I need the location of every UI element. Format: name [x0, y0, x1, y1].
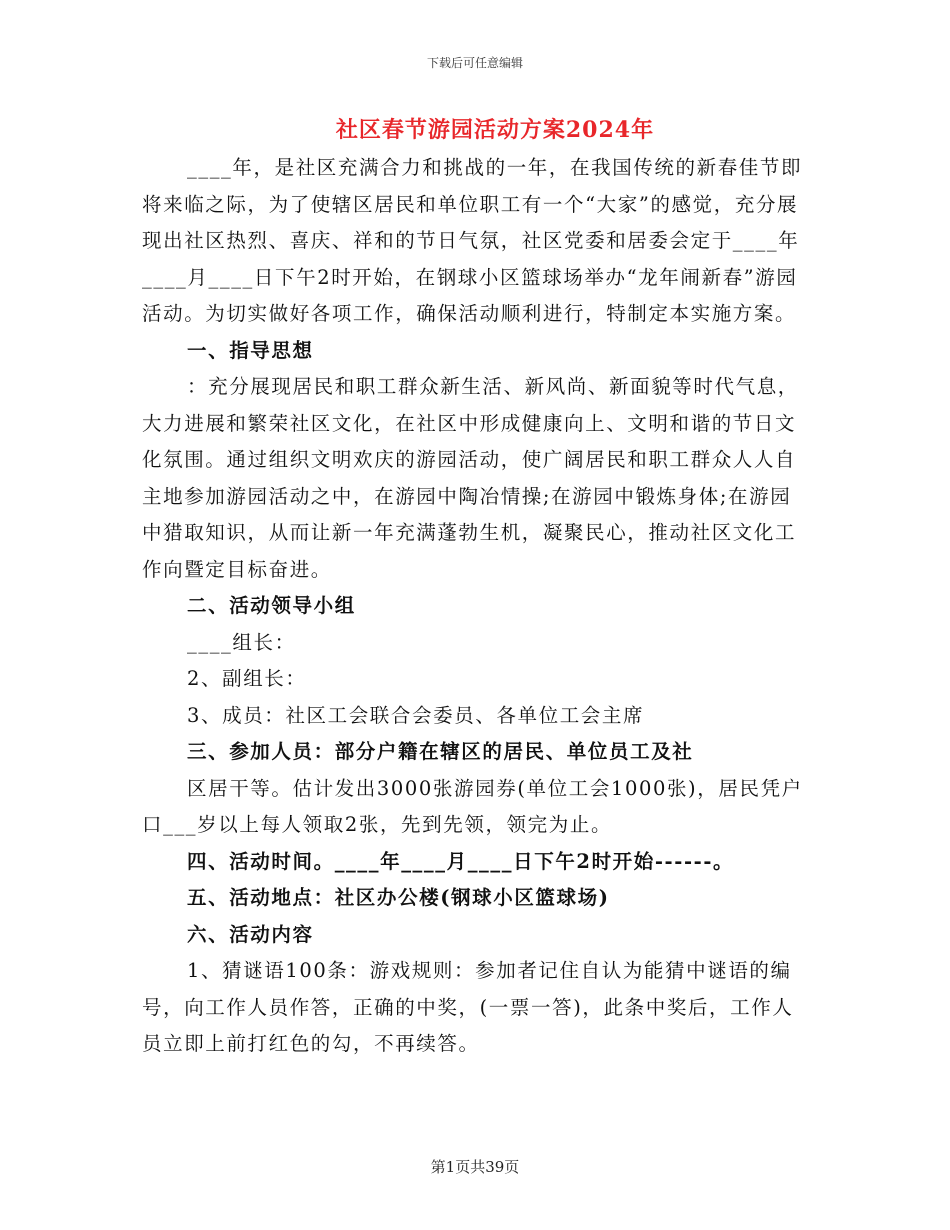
intro-paragraph: ____年，是社区充满合力和挑战的一年，在我国传统的新春佳节即将来临之际，为了使辖区居民和单位职工有一个“大家”的感觉，充分展现出社区热烈、喜庆、祥和的节日气氛，社区党委和居委会定于____年____月____日下午2时开始，在钢球小区篮球场举办“龙年闹新春”游园活动。为切实做好各项工作，确保活动顺利进行，特制定本实施方案。 — [142, 156, 803, 325]
section-paragraph: ：充分展现居民和职工群众新生活、新风尚、新面貌等时代气息，大力进展和繁荣社区文化，在社区中形成健康向上、文明和谐的节日文化氛围。通过组织文明欢庆的游园活动，使广阔居民和职工群众人人自主地参加游园活动之中，在游园中陶冶情操;在游园中锻炼身体;在游园中猎取知识，从而让新一年充满蓬勃生机，凝聚民心，推动社区文化工作向暨定目标奋进。 — [142, 375, 799, 581]
section-paragraph: 区居干等。估计发出3000张游园券(单位工会1000张)，居民凭户口___岁以上每人领取2张，先到先领，领完为止。 — [142, 776, 803, 836]
document-body — [142, 150, 812, 1063]
section-heading-activity-time: 四、活动时间。____年____月____日下午2时开始------。 — [187, 849, 735, 873]
section-heading-activity-content: 六、活动内容 — [187, 922, 314, 946]
header-note: 下载后可任意编辑 — [426, 56, 523, 70]
section-heading-guiding-thought: 一、指导思想 — [187, 338, 314, 362]
section-heading-activity-location: 五、活动地点：社区办公楼(钢球小区篮球场) — [187, 886, 610, 909]
page-number-footer: 第1页共39页 — [430, 1158, 520, 1176]
section-paragraph: 3、成员：社区工会联合会委员、各单位工会主席 — [187, 703, 645, 727]
document-title: 社区春节游园活动方案2024年 — [335, 117, 655, 143]
section-paragraph: ____组长： — [187, 630, 296, 654]
section-paragraph: 1、猜谜语100条：游戏规则：参加者记住自认为能猜中谜语的编号，向工作人员作答，正确的中奖，(一票一答)，此条中奖后，工作人员立即上前打红色的勾，不再续答。 — [142, 959, 794, 1055]
section-heading-participants: 三、参加人员：部分户籍在辖区的居民、单位员工及社 — [187, 740, 694, 763]
section-heading-leadership-group: 二、活动领导小组 — [187, 594, 356, 617]
section-paragraph: 2、副组长： — [187, 667, 307, 690]
